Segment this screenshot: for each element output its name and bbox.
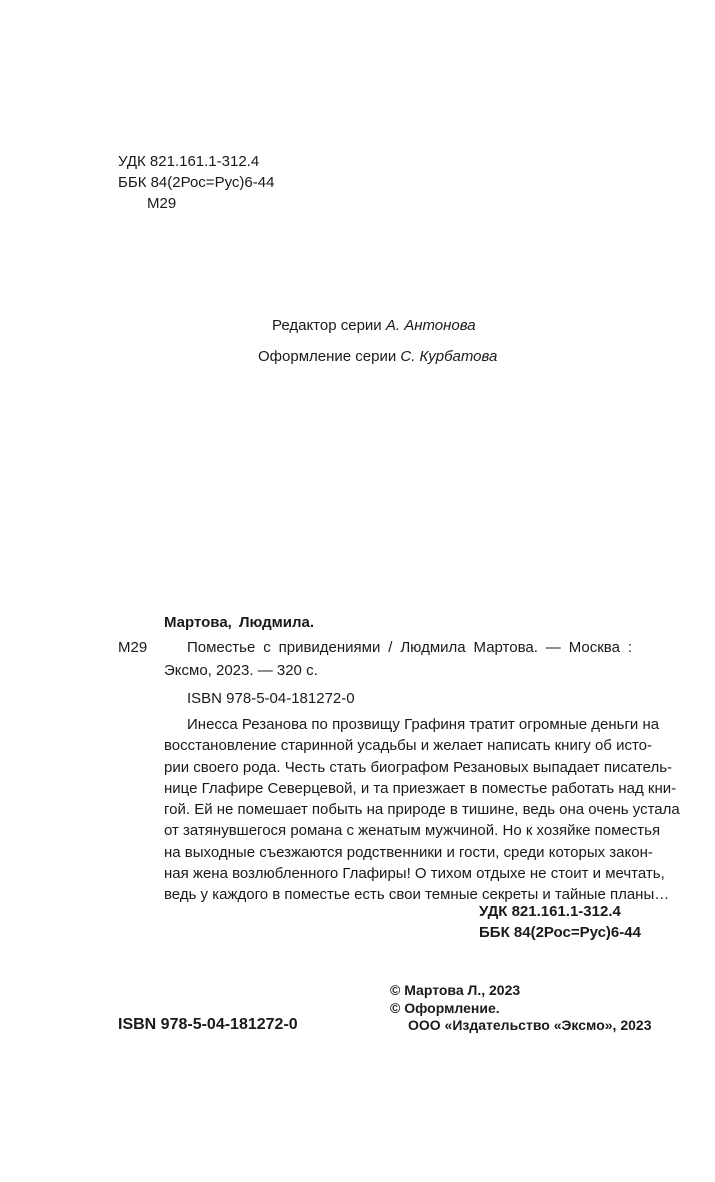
annotation-paragraph: [164, 714, 680, 906]
bottom-bbk-code: ББК 84(2Рос=Рус)6-44: [479, 924, 641, 941]
annotation-line: ная жена возлюбленного Глафиры! О тихом отдыхе не стоит и мечтать,: [164, 865, 665, 883]
annotation-line: гой. Ей не помешает побыть на природе в тишине, ведь она очень устала: [164, 801, 680, 819]
annotation-line: восстановление старинной усадьбы и желает написать книгу об исто-: [164, 737, 652, 755]
udk-code: УДК 821.161.1-312.4: [118, 153, 260, 170]
catalog-mark: М29: [118, 639, 148, 656]
copyright-author: © Мартова Л., 2023: [390, 982, 521, 998]
bottom-udk-code: УДК 821.161.1-312.4: [479, 903, 621, 920]
catalog-title-line-1: Поместье с привидениями / Людмила Мартова. — Москва :: [187, 639, 632, 656]
annotation-line: Инесса Резанова по прозвищу Графиня тратит огромные деньги на: [187, 716, 660, 733]
bbk-code: ББК 84(2Рос=Рус)6-44: [118, 174, 275, 191]
annotation-line: на выходные съезжаются родственники и гости, среди которых закон-: [164, 843, 653, 861]
series-design-line: [258, 346, 497, 367]
annotation-line: ведь у каждого в поместье есть свои темные секреты и тайные планы…: [164, 886, 670, 904]
series-editor-name: А. Антонова: [385, 317, 476, 334]
footer-isbn: ISBN 978-5-04-181272-0: [118, 1016, 298, 1033]
series-design-label: Оформление серии: [258, 348, 397, 365]
catalog-author: Мартова, Людмила.: [164, 614, 315, 631]
series-design-name: С. Курбатова: [400, 348, 498, 365]
copyright-design: © Оформление.: [390, 1000, 500, 1016]
catalog-title-line-2: Эксмо, 2023. — 320 с.: [164, 662, 318, 679]
annotation-line: нице Глафире Северцевой, и та приезжает в поместье работать над кни-: [164, 779, 677, 797]
copyright-publisher: ООО «Издательство «Эксмо», 2023: [408, 1017, 652, 1033]
author-mark: М29: [147, 195, 177, 212]
annotation-line: рии своего рода. Честь стать биографом Резановых выпадает писатель-: [164, 758, 673, 776]
catalog-isbn: ISBN 978-5-04-181272-0: [187, 690, 355, 707]
series-editor-line: [272, 315, 476, 336]
annotation-line: от затянувшегося романа с женатым мужчиной. Но к хозяйке поместья: [164, 822, 661, 840]
series-editor-label: Редактор серии: [272, 317, 382, 334]
